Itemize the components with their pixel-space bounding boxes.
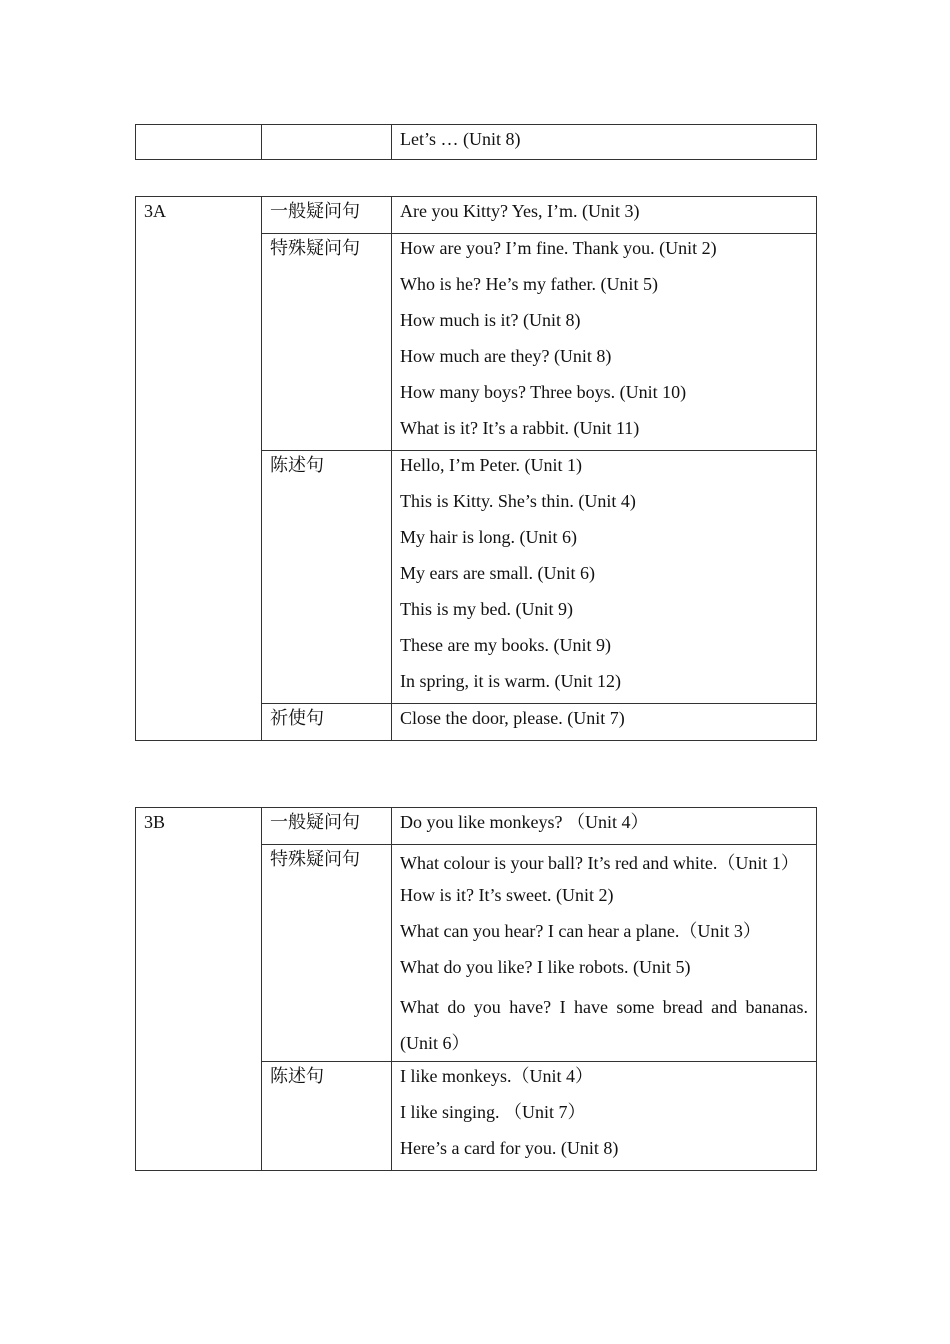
sentence: Let’s … (Unit 8) bbox=[400, 129, 521, 149]
sentence: This is my bed. (Unit 9) bbox=[400, 599, 573, 619]
sentences-cell bbox=[392, 197, 817, 234]
table-row bbox=[136, 197, 817, 234]
type-cell: 特殊疑问句 bbox=[262, 845, 392, 1062]
sentence: What colour is your ball? It’s red and white.（Unit 1） bbox=[400, 853, 799, 873]
sentence: I like singing. （Unit 7） bbox=[400, 1102, 586, 1122]
sentences-cell bbox=[392, 451, 817, 704]
level-cell: 3B bbox=[136, 808, 262, 1171]
sentence: How many boys? Three boys. (Unit 10) bbox=[400, 382, 687, 402]
type-cell: 一般疑问句 bbox=[262, 197, 392, 234]
sentence: Close the door, please. (Unit 7) bbox=[400, 708, 625, 728]
type-cell: 陈述句 bbox=[262, 451, 392, 704]
sentences-cell bbox=[392, 125, 817, 160]
sentence: These are my books. (Unit 9) bbox=[400, 635, 611, 655]
sentence: Who is he? He’s my father. (Unit 5) bbox=[400, 274, 658, 294]
table-row bbox=[136, 808, 817, 845]
sentences-cell bbox=[392, 808, 817, 845]
sentence: Here’s a card for you. (Unit 8) bbox=[400, 1138, 619, 1158]
table-3b bbox=[135, 807, 817, 1171]
sentence: Hello, I’m Peter. (Unit 1) bbox=[400, 455, 582, 475]
type-cell: 一般疑问句 bbox=[262, 808, 392, 845]
sentence: What can you hear? I can hear a plane.（Unit 3） bbox=[400, 921, 761, 941]
sentence: My ears are small. (Unit 6) bbox=[400, 563, 595, 583]
type-cell: 祈使句 bbox=[262, 704, 392, 741]
sentence: What do you like? I like robots. (Unit 5) bbox=[400, 957, 691, 977]
type-cell: 特殊疑问句 bbox=[262, 234, 392, 451]
sentence: I like monkeys.（Unit 4） bbox=[400, 1066, 593, 1086]
table-row bbox=[136, 125, 817, 160]
sentence: What do you have? I have some bread and bananas. (Unit 6） bbox=[400, 997, 808, 1053]
type-cell: 陈述句 bbox=[262, 1062, 392, 1171]
sentence: This is Kitty. She’s thin. (Unit 4) bbox=[400, 491, 636, 511]
sentences-cell bbox=[392, 704, 817, 741]
sentence: How much are they? (Unit 8) bbox=[400, 346, 612, 366]
table-3a bbox=[135, 196, 817, 741]
sentence: In spring, it is warm. (Unit 12) bbox=[400, 671, 621, 691]
type-cell bbox=[262, 125, 392, 160]
sentence: Are you Kitty? Yes, I’m. (Unit 3) bbox=[400, 201, 640, 221]
sentence: My hair is long. (Unit 6) bbox=[400, 527, 577, 547]
table-continuation bbox=[135, 124, 817, 160]
level-cell: 3A bbox=[136, 197, 262, 741]
sentence: How are you? I’m fine. Thank you. (Unit 2) bbox=[400, 238, 717, 258]
sentences-cell bbox=[392, 845, 817, 1062]
sentence: How much is it? (Unit 8) bbox=[400, 310, 581, 330]
sentence: What is it? It’s a rabbit. (Unit 11) bbox=[400, 418, 640, 438]
sentences-cell bbox=[392, 1062, 817, 1171]
sentence: Do you like monkeys? （Unit 4） bbox=[400, 812, 649, 832]
level-cell bbox=[136, 125, 262, 160]
sentence: How is it? It’s sweet. (Unit 2) bbox=[400, 885, 614, 905]
sentences-cell bbox=[392, 234, 817, 451]
